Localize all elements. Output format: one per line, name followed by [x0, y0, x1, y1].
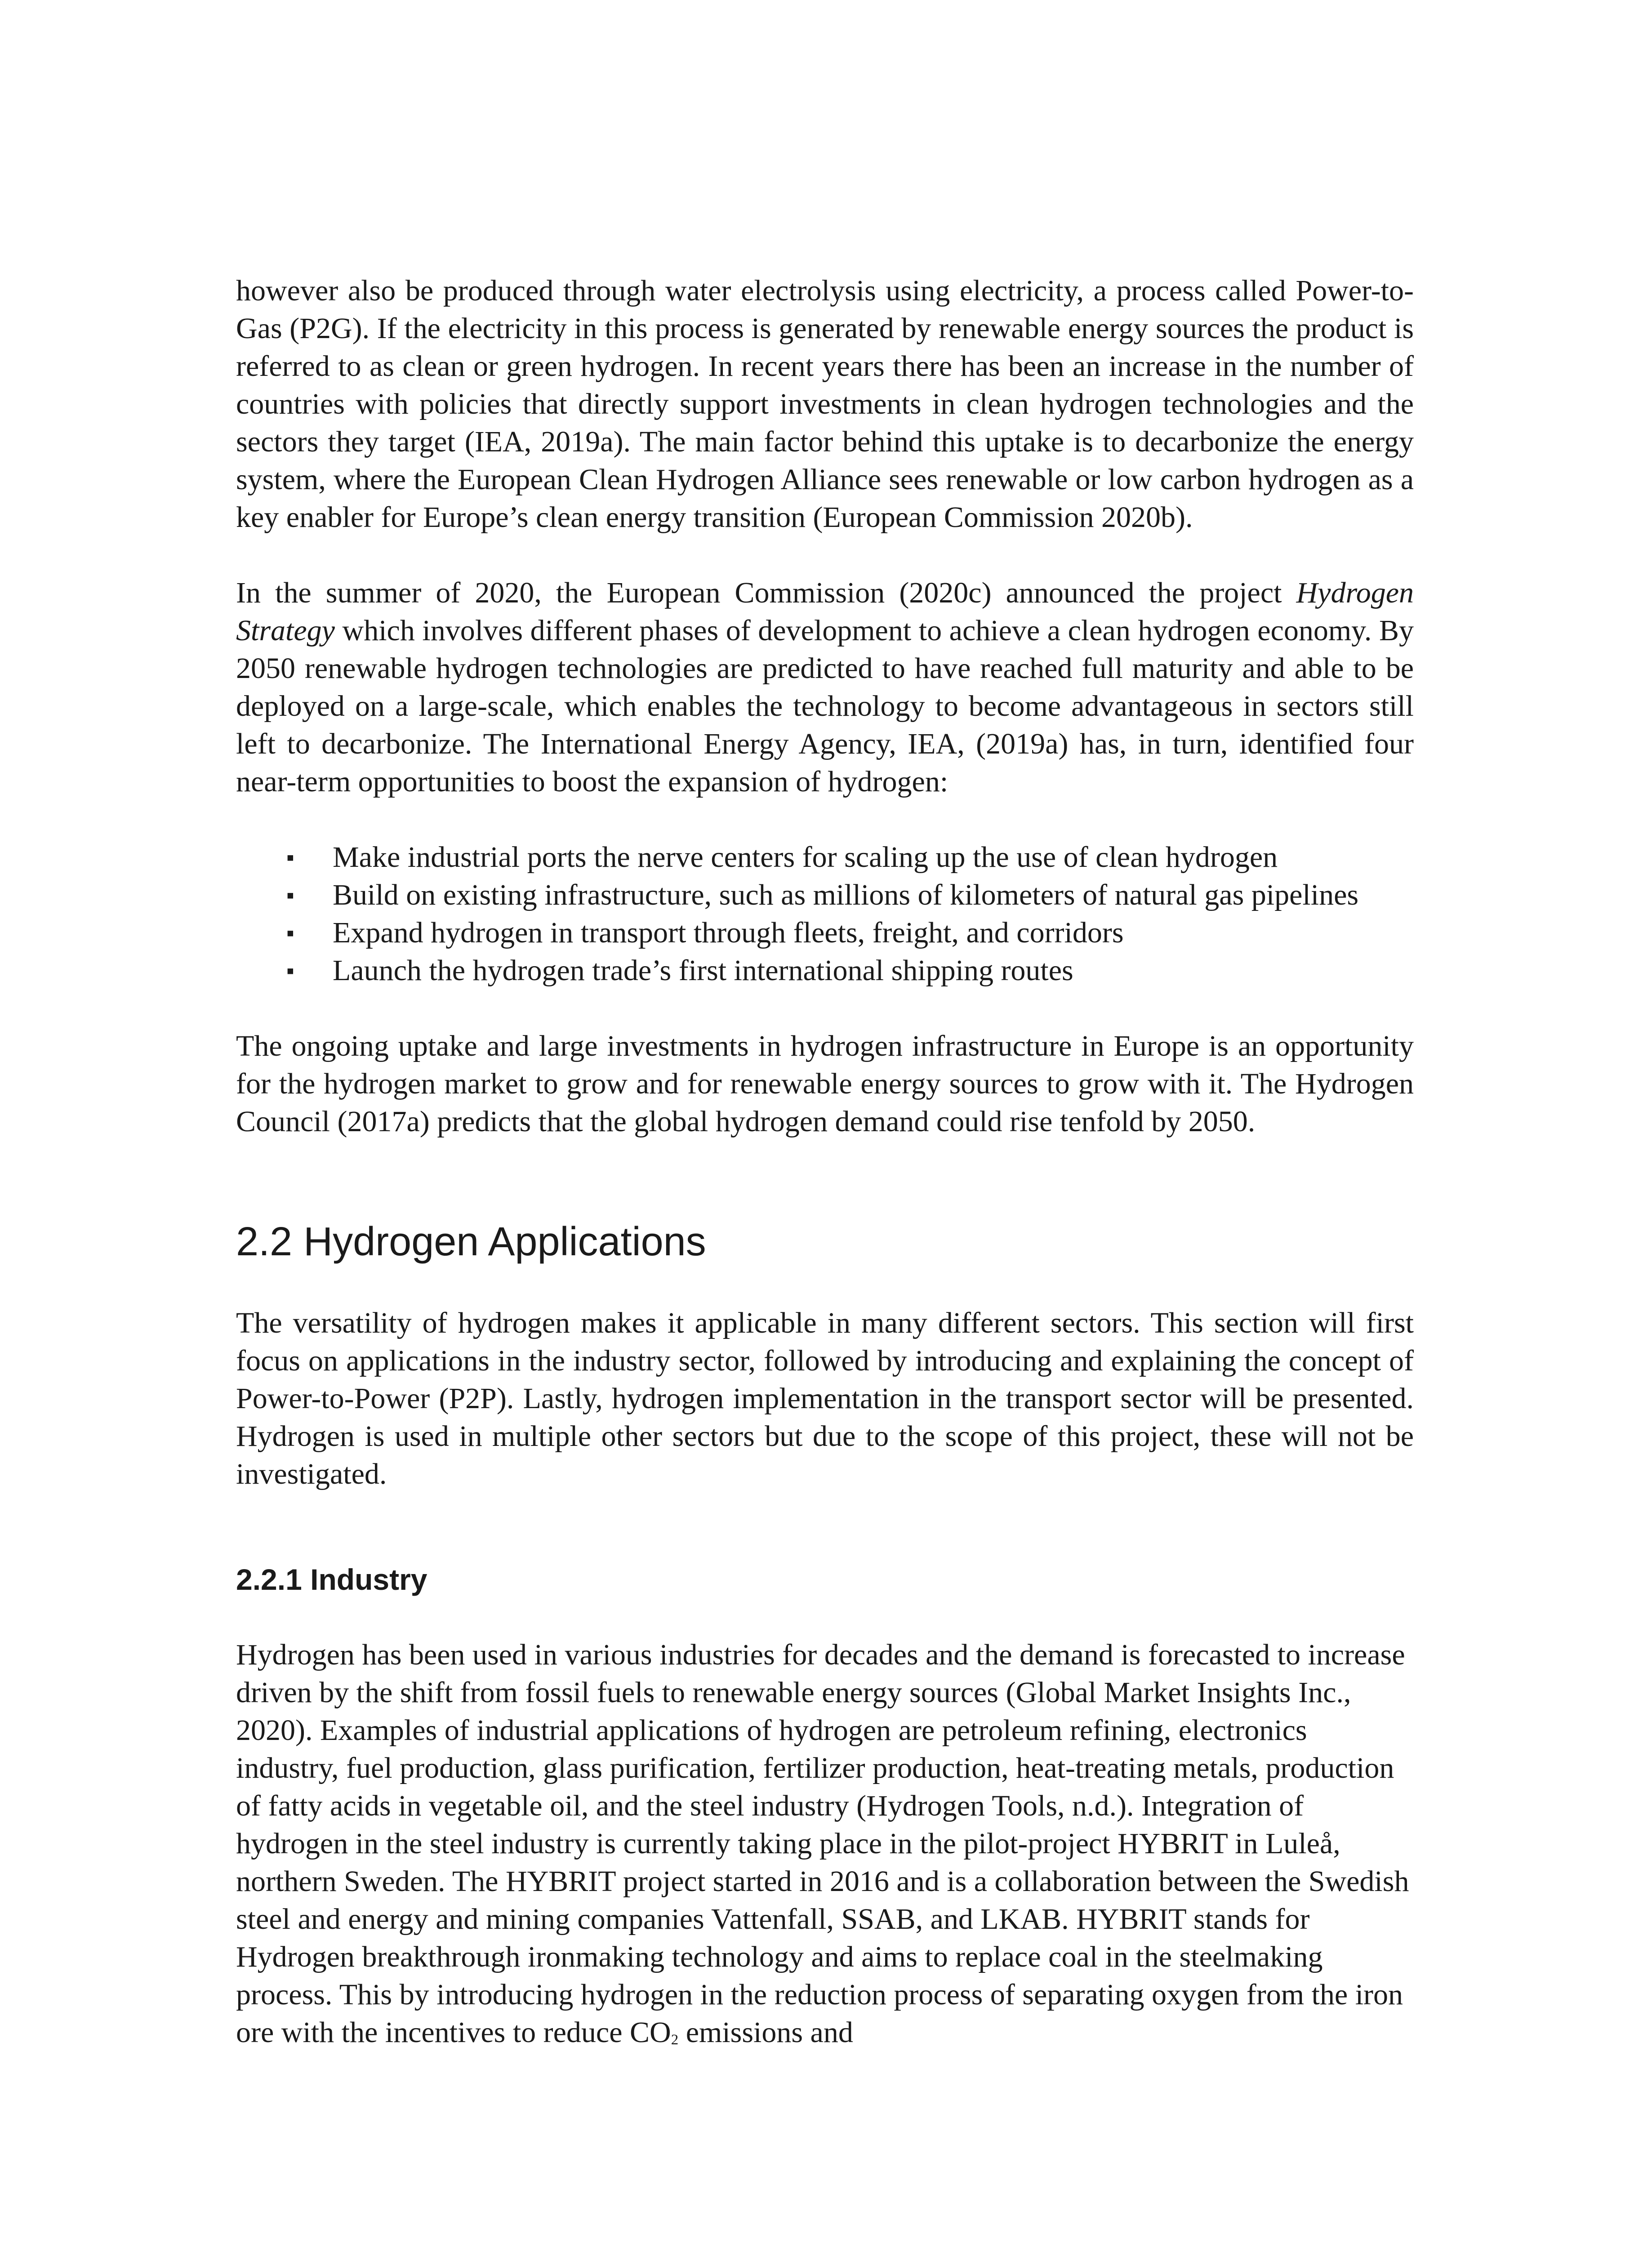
paragraph-market-growth: The ongoing uptake and large investments in hydrogen infrastructure in Europe is an opportunity for the hydrogen market to grow and for renewable energy sources to grow with it. The Hydrogen Council (2017a) predicts that the global hydrogen demand could rise tenfold by 2050.	[236, 1030, 1414, 1138]
section-heading: 2.2 Hydrogen Applications	[236, 1219, 706, 1264]
list-item-text: Make industrial ports the nerve centers for scaling up the use of clean hydrogen	[333, 841, 1278, 874]
paragraph-text: Hydrogen has been used in various industries for decades and the demand is forecasted to increase driven by the shift from fossil fuels to renewable energy sources (Global Market Insights Inc., 2020). Examples of industrial applications of hydrogen are petroleum refining, electronics industry, fuel production, glass purification, fertilizer production, heat-treating metals, production of fatty acids in vegetable oil, and the steel industry (Hydrogen Tools, n.d.). Integration of hydrogen in the steel industry is currently taking place in the pilot-project HYBRIT in Luleå, northern Sweden. The HYBRIT project started in 2016 and is a collaboration between the Swedish steel and energy and mining companies Vattenfall, SSAB, and LKAB. HYBRIT stands for Hydrogen breakthrough ironmaking technology and aims to replace coal in the steelmaking process. This by introducing hydrogen in the reduction process of separating oxygen from the iron ore with the incentives to reduce CO	[236, 1638, 1409, 2049]
paragraph-versatility: The versatility of hydrogen makes it applicable in many different sectors. This section will first focus on applications in the industry sector, followed by introducing and explaining the concept of Power-to-Power (P2P). Lastly, hydrogen implementation in the transport sector will be presented. Hydrogen is used in multiple other sectors but due to the scope of this project, these will not be investigated.	[236, 1307, 1414, 1490]
list-item-text: Launch the hydrogen trade’s first international shipping routes	[333, 954, 1073, 987]
project-title-italic: Hydrogen Strategy	[236, 576, 1414, 647]
paragraph-text: emissions and	[678, 2016, 853, 2049]
list-item-text: Expand hydrogen in transport through fleets, freight, and corridors	[333, 916, 1124, 949]
bullet-square-icon: ▪	[286, 920, 294, 946]
list-item-text: Build on existing infrastructure, such as millions of kilometers of natural gas pipelines	[333, 879, 1359, 911]
list-item	[236, 914, 1414, 952]
paragraph-text: which involves different phases of development to achieve a clean hydrogen economy. By 2050 renewable hydrogen technologies are predicted to have reached full maturity and able to be deployed on a large-scale, which enables the technology to become advantageous in sectors still left to decarbonize. The International Energy Agency, IEA, (2019a) has, in turn, identified four near-term opportunities to boost the expansion of hydrogen:	[236, 614, 1414, 798]
paragraph-hydrogen-strategy	[236, 574, 1414, 801]
bullet-square-icon: ▪	[286, 883, 294, 908]
paragraph-industry	[236, 1636, 1414, 2059]
paragraph-text: In the summer of 2020, the European Commission (2020c) announced the project	[236, 576, 1296, 609]
subsection-heading: 2.2.1 Industry	[236, 1563, 427, 1596]
bullet-square-icon: ▪	[286, 845, 294, 870]
paragraph-p2g: however also be produced through water electrolysis using electricity, a process called Power-to-Gas (P2G). If the electricity in this process is generated by renewable energy sources the product is referred to as clean or green hydrogen. In recent years there has been an increase in the number of countries with policies that directly support investments in clean hydrogen technologies and the sectors they target (IEA, 2019a). The main factor behind this uptake is to decarbonize the energy system, where the European Clean Hydrogen Alliance sees renewable or low carbon hydrogen as a key enabler for Europe’s clean energy transition (European Commission 2020b).	[236, 274, 1414, 534]
list-item	[236, 839, 1414, 876]
bullet-square-icon: ▪	[286, 958, 294, 983]
opportunities-list	[236, 839, 1414, 990]
list-item	[236, 876, 1414, 914]
list-item	[236, 952, 1414, 990]
subscript: 2	[671, 2031, 679, 2048]
